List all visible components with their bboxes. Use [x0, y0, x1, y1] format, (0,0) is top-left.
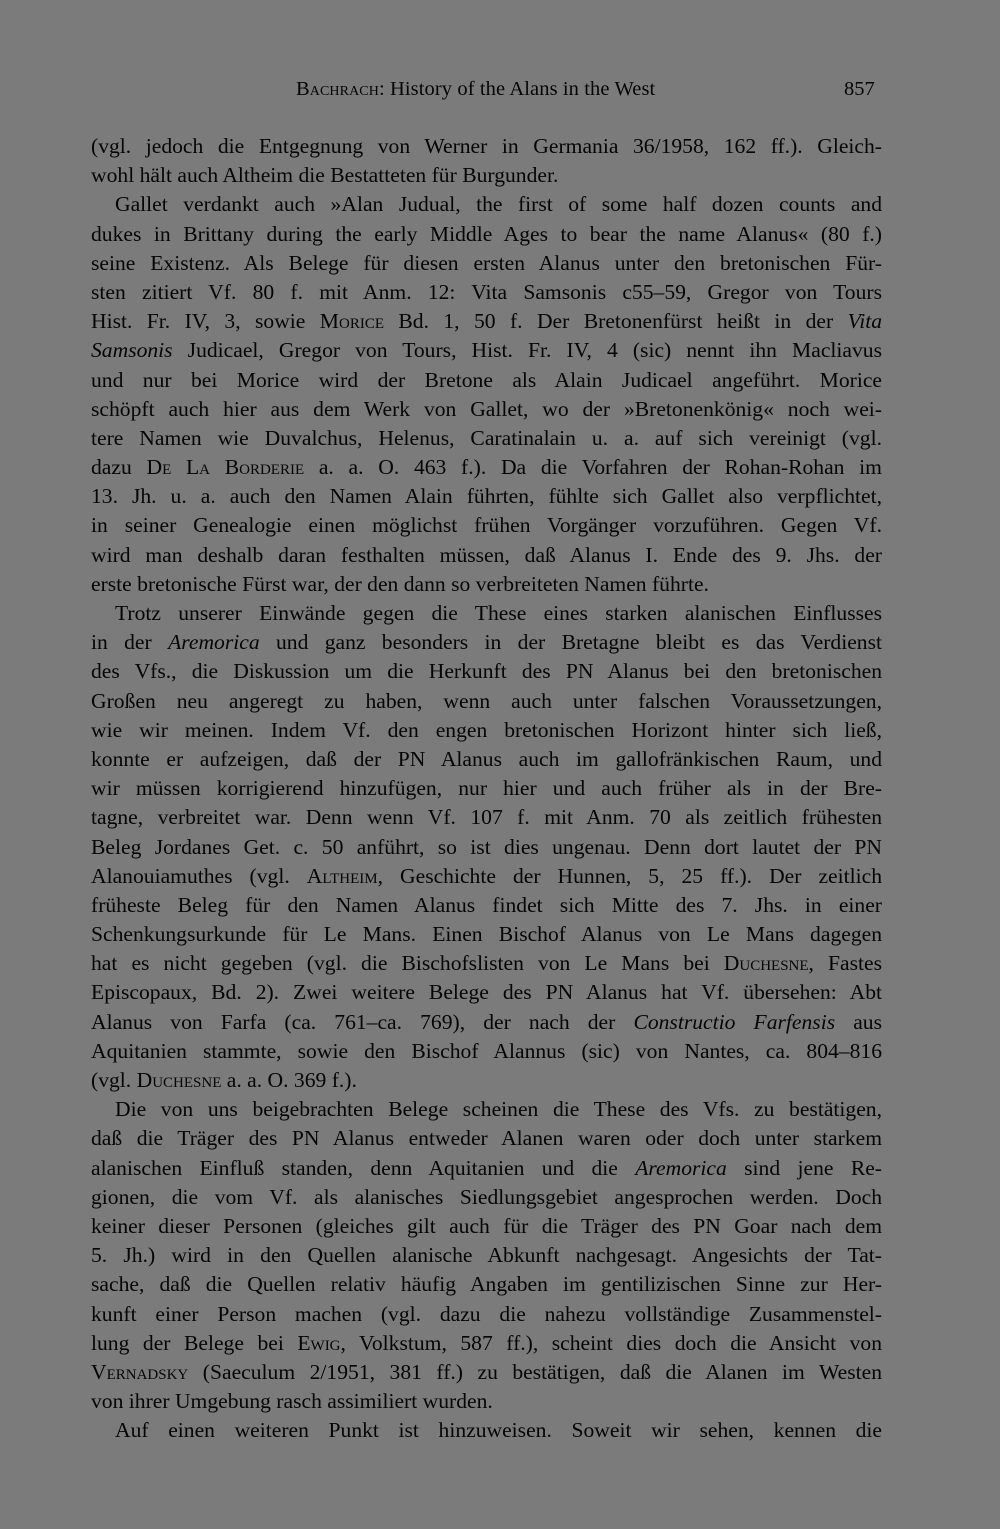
italic-text: Aremorica: [168, 630, 260, 655]
text-line: [91, 1241, 882, 1270]
text-segment: wohl hält auch Altheim die Bestatteten für Burgunder.: [91, 163, 559, 188]
text-segment: des Vfs., die Diskussion um die Herkunft des PN Alanus bei den bretonischen: [91, 659, 882, 684]
text-segment: konnte er aufzeigen, daß der PN Alanus auch im gallofränkischen Raum, und: [91, 746, 882, 771]
text-segment: Alanouiamuthes (vgl.: [91, 863, 307, 888]
text-segment: 5. Jh.) wird in den Quellen alanische Abkunft nachgesagt. Angesichts der Tat-: [91, 1243, 882, 1268]
text-line: [91, 1300, 882, 1329]
text-line: [91, 424, 882, 453]
text-line: [91, 1270, 882, 1299]
text-line: [91, 1037, 882, 1066]
text-line: [91, 220, 882, 249]
text-line: [91, 949, 882, 978]
text-segment: kunft einer Person machen (vgl. dazu die nahezu vollständige Zusammenstel-: [91, 1301, 882, 1326]
text-segment: keiner dieser Personen (gleiches gilt auch für die Träger des PN Goar nach dem: [91, 1213, 882, 1238]
text-segment: , Fastes: [808, 951, 883, 976]
text-segment: sind jene Re-: [726, 1155, 882, 1180]
text-segment: schöpft auch hier aus dem Werk von Gallet, wo der »Bretonenkönig« noch wei-: [91, 396, 882, 421]
text-line: [91, 716, 882, 745]
text-segment: sten zitiert Vf. 80 f. mit Anm. 12: Vita Samsonis c55–59, Gregor von Tours: [91, 279, 882, 304]
text-line: [91, 482, 882, 511]
text-line: [91, 1066, 882, 1095]
text-line: [91, 453, 882, 482]
text-line: [91, 278, 882, 307]
text-line: [91, 1124, 882, 1153]
small-caps-name: Ewig: [297, 1330, 341, 1355]
text-segment: Episcopaux, Bd. 2). Zwei weitere Belege des PN Alanus hat Vf. übersehen: Abt: [91, 980, 882, 1005]
text-segment: in der: [91, 630, 169, 655]
text-line: [91, 1416, 882, 1445]
text-line: [91, 1212, 882, 1241]
text-segment: und nur bei Morice wird der Bretone als Alain Judicael angeführt. Morice: [91, 367, 882, 392]
text-line: [91, 628, 882, 657]
running-head-author: Bachrach: [296, 78, 379, 100]
text-segment: von ihrer Umgebung rasch assimiliert wurden.: [91, 1389, 493, 1414]
body-text: [91, 132, 882, 1445]
text-line: [91, 1329, 882, 1358]
small-caps-name: Vernadsky: [91, 1359, 189, 1384]
text-segment: seine Existenz. Als Belege für diesen ersten Alanus unter den bretonischen Für-: [91, 250, 882, 275]
text-segment: sache, daß die Quellen relativ häufig Angaben im gentilizischen Sinne zur Her-: [91, 1272, 882, 1297]
text-segment: Hist. Fr. IV, 3, sowie: [91, 309, 320, 334]
small-caps-name: De La Borderie: [146, 455, 305, 480]
text-segment: dazu: [91, 455, 147, 480]
text-segment: (vgl. jedoch die Entgegnung von Werner in Germania 36/1958, 162 ff.). Gleich-: [91, 134, 882, 158]
text-segment: wird man deshalb daran festhalten müssen, daß Alanus I. Ende des 9. Jhs. der: [91, 542, 882, 567]
italic-text: Aremorica: [635, 1155, 727, 1180]
text-line: [91, 511, 882, 540]
text-segment: tagne, verbreitet war. Denn wenn Vf. 107 f. mit Anm. 70 als zeitlich frühesten: [91, 805, 882, 830]
text-line: [91, 161, 882, 190]
text-segment: Trotz unserer Einwände gegen die These eines starken alanischen Einflusses: [115, 601, 882, 625]
text-line: [91, 1358, 882, 1387]
text-segment: a. a. O. 369 f.).: [221, 1068, 357, 1092]
text-segment: tere Namen wie Duvalchus, Helenus, Caratinalain u. a. auf sich vereinigt (vgl.: [91, 425, 882, 450]
text-segment: Bd. 1, 50 f. Der Bretonenfürst heißt in der: [383, 309, 848, 334]
text-segment: alanischen Einfluß standen, denn Aquitanien und die: [91, 1155, 636, 1180]
text-line: [91, 599, 882, 628]
text-line: [91, 336, 882, 365]
italic-text: Constructio Farfensis: [633, 1009, 836, 1034]
text-segment: Aquitanien stammte, sowie den Bischof Alannus (sic) von Nantes, ca. 804–816: [91, 1038, 882, 1063]
text-line: [91, 1183, 882, 1212]
text-line: [91, 395, 882, 424]
text-segment: Judicael, Gregor von Tours, Hist. Fr. IV, 4 (sic) nennt ihn Macliavus: [172, 338, 882, 363]
text-segment: 13. Jh. u. a. auch den Namen Alain führten, fühlte sich Gallet also verpflichtet,: [91, 484, 882, 509]
text-segment: Auf einen weiteren Punkt ist hinzuweisen. Soweit wir sehen, kennen die: [115, 1418, 882, 1443]
text-line: [91, 1387, 882, 1416]
text-line: [91, 687, 882, 716]
text-line: [91, 541, 882, 570]
text-line: [91, 862, 882, 891]
text-segment: hat es nicht gegeben (vgl. die Bischofslisten von Le Mans bei: [91, 951, 724, 976]
text-segment: a. a. O. 463 f.). Da die Vorfahren der Rohan-Rohan im: [304, 455, 882, 480]
text-segment: (vgl.: [91, 1068, 137, 1092]
text-line: [91, 1008, 882, 1037]
text-segment: Alanus von Farfa (ca. 761–ca. 769), der nach der: [91, 1009, 634, 1034]
text-segment: Großen neu angeregt zu haben, wenn auch unter falschen Voraussetzungen,: [91, 688, 882, 713]
text-segment: , Geschichte der Hunnen, 5, 25 ff.). Der zeitlich: [377, 863, 882, 888]
running-head-title: : History of the Alans in the West: [378, 78, 656, 100]
text-segment: lung der Belege bei: [91, 1330, 298, 1355]
text-segment: daß die Träger des PN Alanus entweder Alanen waren oder doch unter starkem: [91, 1126, 882, 1151]
text-segment: Gallet verdankt auch »Alan Judual, the first of some half dozen counts and: [115, 192, 882, 217]
text-segment: erste bretonische Fürst war, der den dann so verbreiteten Namen führte.: [91, 571, 709, 596]
text-segment: gionen, die vom Vf. als alanisches Siedlungsgebiet angesprochen werden. Doch: [91, 1184, 882, 1209]
text-segment: , Volkstum, 587 ff.), scheint dies doch die Ansicht von: [340, 1330, 882, 1355]
small-caps-name: Duchesne: [723, 951, 809, 976]
page-number: 857: [844, 78, 875, 100]
text-segment: in seiner Genealogie einen möglichst frühen Vorgänger vorzuführen. Gegen Vf.: [91, 513, 882, 538]
text-line: [91, 190, 882, 219]
text-line: [91, 833, 882, 862]
text-line: [91, 774, 882, 803]
text-line: [91, 920, 882, 949]
text-segment: aus: [835, 1009, 882, 1034]
small-caps-name: Altheim: [306, 863, 378, 888]
text-line: [91, 1095, 882, 1124]
text-line: [91, 657, 882, 686]
italic-text: Samsonis: [91, 338, 173, 363]
page-header: [0, 78, 1000, 108]
text-line: [91, 803, 882, 832]
text-segment: früheste Beleg für den Namen Alanus findet sich Mitte des 7. Jhs. in einer: [91, 892, 882, 917]
text-line: [91, 1154, 882, 1183]
small-caps-name: Morice: [319, 309, 384, 334]
text-segment: dukes in Brittany during the early Middle Ages to bear the name Alanus« (80 f.): [91, 221, 882, 246]
text-line: [91, 891, 882, 920]
text-segment: wir müssen korrigierend hinzufügen, nur hier und auch früher als in der Bre-: [91, 776, 882, 801]
text-line: [91, 978, 882, 1007]
small-caps-name: Duchesne: [136, 1068, 222, 1092]
text-segment: Die von uns beigebrachten Belege scheinen die These des Vfs. zu bestätigen,: [115, 1097, 882, 1122]
text-segment: wie wir meinen. Indem Vf. den engen bretonischen Horizont hinter sich ließ,: [91, 717, 882, 742]
text-segment: und ganz besonders in der Bretagne bleibt es das Verdienst: [259, 630, 882, 655]
text-segment: (Saeculum 2/1951, 381 ff.) zu bestätigen, daß die Alanen im Westen: [188, 1359, 882, 1384]
text-line: [91, 366, 882, 395]
text-segment: Schenkungsurkunde für Le Mans. Einen Bischof Alanus von Le Mans dagegen: [91, 922, 882, 947]
text-line: [91, 249, 882, 278]
text-line: [91, 745, 882, 774]
text-segment: Beleg Jordanes Get. c. 50 anführt, so ist dies ungenau. Denn dort lautet der PN: [91, 834, 882, 859]
text-line: [91, 570, 882, 599]
italic-text: Vita: [847, 309, 882, 334]
text-line: [91, 132, 882, 161]
running-head: [296, 78, 655, 101]
text-line: [91, 307, 882, 336]
